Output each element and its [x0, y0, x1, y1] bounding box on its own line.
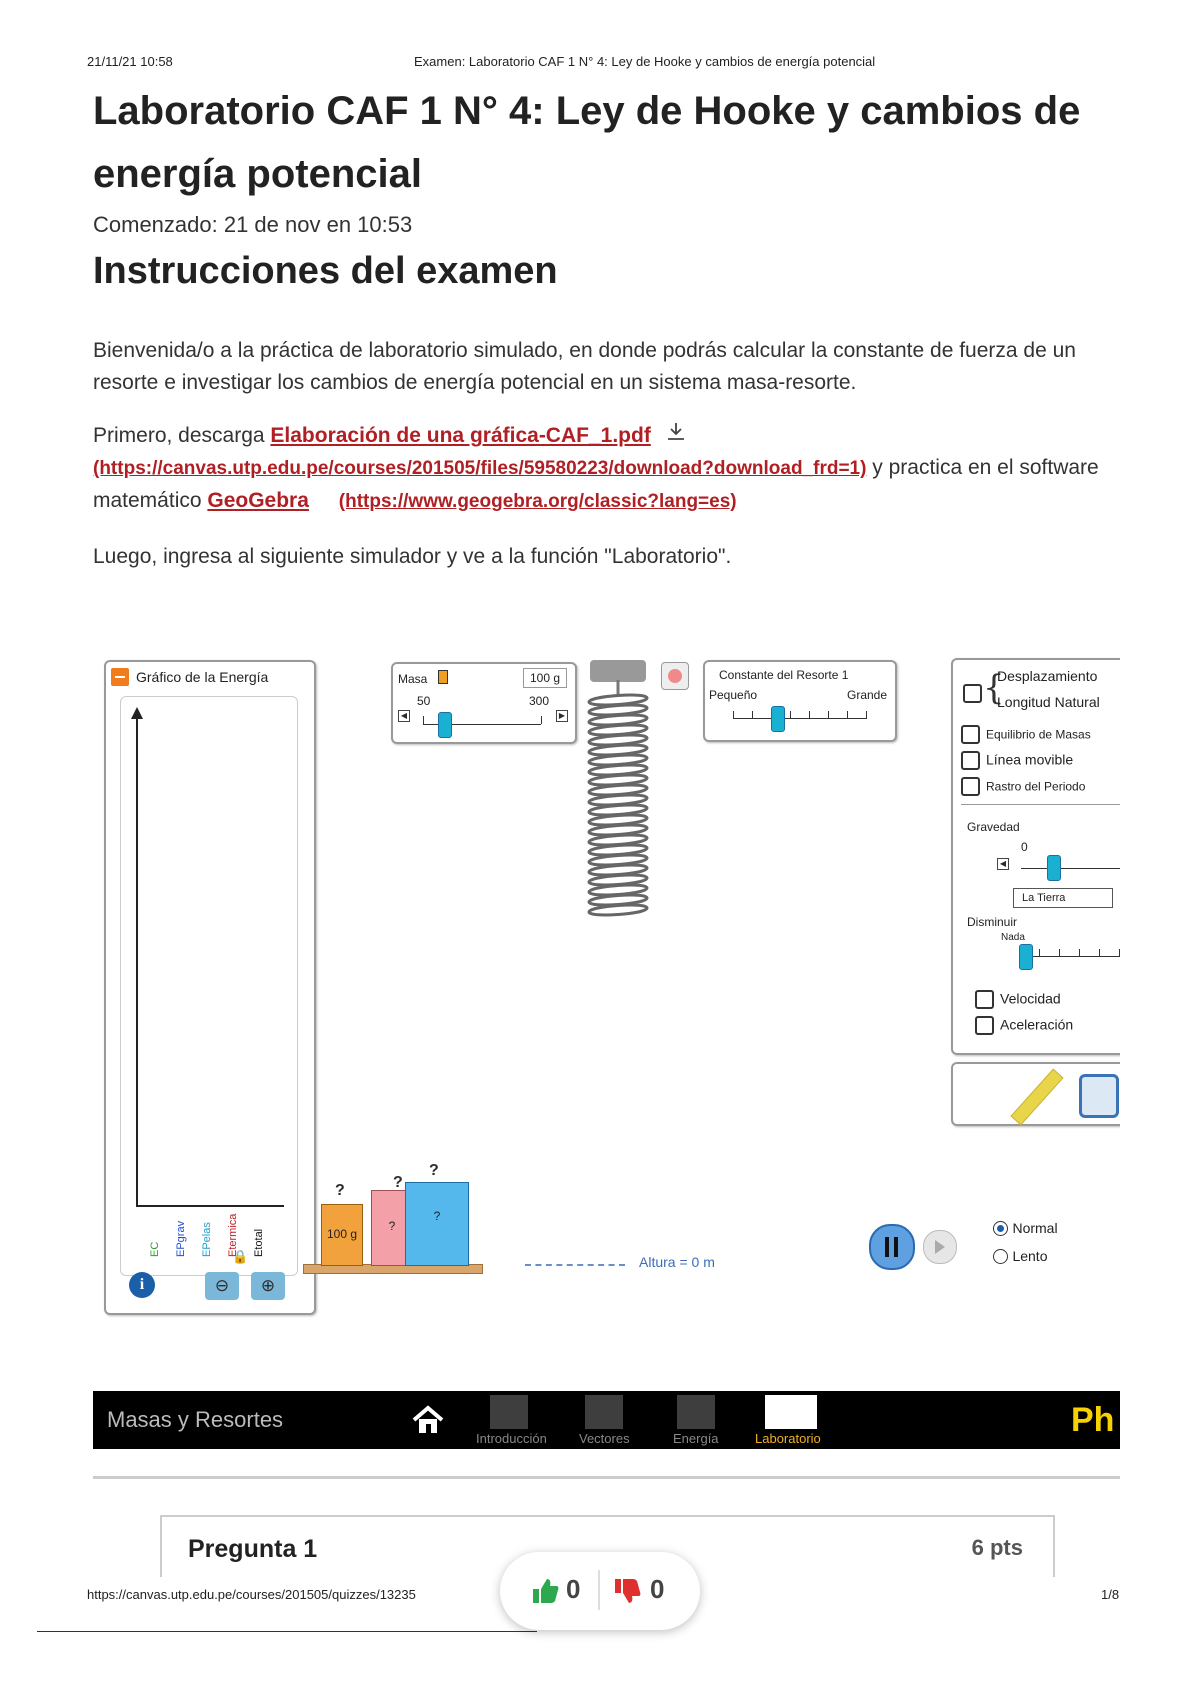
- tab-vectores[interactable]: [575, 1395, 635, 1447]
- weight-unknown-2-label: ?: [433, 1209, 441, 1223]
- mass-equilibrium-checkbox[interactable]: [961, 725, 980, 744]
- height-line[interactable]: [525, 1264, 625, 1266]
- speed-slow[interactable]: [993, 1248, 1048, 1266]
- damping-slider[interactable]: [1019, 944, 1033, 970]
- mass-label: Masa: [398, 672, 428, 686]
- tab-introduccion-thumb: [490, 1395, 528, 1429]
- mass-icon: [438, 670, 448, 684]
- app-navbar: [93, 1391, 1120, 1449]
- period-trace-checkbox[interactable]: [961, 777, 980, 796]
- gravity-label: Gravedad: [967, 820, 1020, 834]
- collapse-icon[interactable]: [111, 668, 129, 686]
- spring[interactable]: [581, 680, 655, 930]
- simulator[interactable]: [93, 650, 1120, 1330]
- energy-chart-area: [120, 696, 298, 1276]
- height-label: Altura = 0 m: [639, 1254, 715, 1270]
- tab-energia-thumb: [677, 1395, 715, 1429]
- tab-introduccion-label: Introducción: [476, 1431, 547, 1446]
- options-panel: { Desplazamiento Longitud Natural Equilibrio de Masas Línea movible Rastro del Periodo Gravedad 0 ◀ La Tierra Disminuir Nada Velocidad Aceleración: [951, 658, 1120, 1055]
- thumbs-up-icon[interactable]: [530, 1576, 560, 1606]
- tab-introduccion[interactable]: [476, 1395, 546, 1447]
- weight-unknown-2-hook: ?: [429, 1162, 439, 1179]
- tab-laboratorio-thumb: [765, 1395, 817, 1429]
- info-icon[interactable]: i: [129, 1272, 155, 1298]
- damping-none-label: Nada: [1001, 932, 1025, 943]
- gravity-decrease-arrow[interactable]: ◀: [997, 858, 1009, 870]
- weight-unknown-1-label: ?: [388, 1219, 396, 1233]
- speed-normal[interactable]: [993, 1220, 1058, 1238]
- downvote-count: 0: [650, 1574, 665, 1604]
- download-paragraph: [93, 420, 1123, 518]
- zoom-in-icon[interactable]: ⊕: [251, 1272, 285, 1300]
- stopwatch-icon[interactable]: [1079, 1074, 1119, 1118]
- mass-min: 50: [417, 694, 431, 708]
- tab-vectores-thumb: [585, 1395, 623, 1429]
- weight-100g-hook: ?: [335, 1182, 345, 1199]
- home-icon[interactable]: [411, 1405, 445, 1440]
- instructions-heading: Instrucciones del examen: [93, 250, 558, 292]
- spring-constant-label: Constante del Resorte 1: [719, 668, 849, 682]
- tools-panel: [951, 1062, 1120, 1126]
- energy-bar-label: Etermica: [227, 1213, 239, 1257]
- mass-max: 300: [529, 694, 550, 708]
- weight-100g[interactable]: [321, 1204, 363, 1266]
- footer-url: https://canvas.utp.edu.pe/courses/201505/quizzes/13235: [87, 1587, 416, 1602]
- weight-unknown-2[interactable]: [405, 1182, 469, 1266]
- mass-equilibrium-label: Equilibrio de Masas: [986, 727, 1091, 742]
- spring-small-label: Pequeño: [709, 688, 758, 702]
- speed-normal-radio[interactable]: [993, 1221, 1008, 1236]
- gravity-zero-label: 0: [1021, 840, 1028, 854]
- movable-line-label: Línea movible: [986, 751, 1074, 768]
- zoom-out-icon[interactable]: ⊖: [205, 1272, 239, 1300]
- period-trace-label: Rastro del Periodo: [986, 779, 1086, 794]
- tab-energia[interactable]: [669, 1395, 729, 1447]
- vote-divider: [598, 1570, 600, 1610]
- displacement-checkbox[interactable]: [963, 684, 982, 703]
- lock-icon: 🔒: [232, 1249, 249, 1264]
- energy-bar-label: Etotal: [253, 1228, 265, 1257]
- geogebra-link[interactable]: GeoGebra: [207, 489, 309, 512]
- simulator-paragraph: Luego, ingresa al siguiente simulador y ve a la función "Laboratorio".: [93, 545, 732, 568]
- acceleration-label: Aceleración: [1000, 1016, 1074, 1033]
- mass-decrease-arrow[interactable]: ◀: [398, 710, 410, 722]
- velocity-label: Velocidad: [1000, 990, 1061, 1007]
- speed-slow-radio[interactable]: [993, 1249, 1008, 1264]
- spring-constant-panel: [703, 660, 897, 742]
- damping-label: Disminuir: [967, 915, 1018, 929]
- displacement-label: Desplazamiento: [997, 668, 1098, 684]
- energy-graph-panel: [104, 660, 316, 1315]
- energy-bar-label: EC: [149, 1241, 161, 1257]
- stop-button[interactable]: [661, 662, 689, 690]
- thumbs-down-icon[interactable]: [612, 1576, 642, 1606]
- speed-normal-label: Normal: [1012, 1220, 1058, 1236]
- movable-line-checkbox[interactable]: [961, 751, 980, 770]
- intro-paragraph: Bienvenida/o a la práctica de laboratorio simulado, en donde podrás calcular la constante de fuerza de un resorte e investigar los cambios de energía potencial en un sistema masa-resorte.: [93, 339, 1076, 394]
- speed-slow-label: Lento: [1012, 1248, 1048, 1264]
- weight-unknown-1-hook: ?: [393, 1174, 403, 1191]
- energy-bar-label: EPelas: [201, 1222, 213, 1257]
- page-title: Laboratorio CAF 1 N° 4: Ley de Hooke y cambios de energía potencial: [93, 89, 1081, 196]
- weight-100g-label: 100 g: [326, 1227, 358, 1241]
- step-button[interactable]: [923, 1230, 957, 1264]
- pdf-download-link[interactable]: Elaboración de una gráfica-CAF_1.pdf: [270, 424, 651, 447]
- upvote-count: 0: [566, 1574, 581, 1604]
- footer-page: 1/8: [1101, 1587, 1120, 1602]
- tab-laboratorio[interactable]: [755, 1395, 835, 1447]
- pause-button[interactable]: [869, 1224, 915, 1270]
- download-mid: y practica en el software matemático: [93, 456, 1099, 512]
- mass-slider[interactable]: [438, 712, 452, 738]
- section-divider: [93, 1476, 1120, 1479]
- download-icon[interactable]: [665, 420, 687, 452]
- tab-vectores-label: Vectores: [579, 1431, 630, 1446]
- print-date: 21/11/21 10:58: [87, 54, 173, 69]
- mass-value: 100 g: [523, 668, 567, 688]
- spring-constant-slider[interactable]: [771, 706, 785, 732]
- tab-laboratorio-label: Laboratorio: [755, 1431, 821, 1446]
- gravity-slider[interactable]: [1047, 855, 1061, 881]
- phet-logo: Ph: [1071, 1401, 1115, 1439]
- question-title: Pregunta 1: [188, 1535, 318, 1563]
- planet-select[interactable]: La Tierra: [1013, 888, 1113, 908]
- energy-bar-label: EPgrav: [175, 1220, 187, 1257]
- question-points: 6 pts: [971, 1535, 1023, 1560]
- print-title: Examen: Laboratorio CAF 1 N° 4: Ley de Hooke y cambios de energía potencial: [414, 54, 876, 69]
- started-time: Comenzado: 21 de nov en 10:53: [93, 212, 413, 237]
- tab-energia-label: Energía: [673, 1431, 719, 1446]
- download-prefix: Primero, descarga: [93, 424, 271, 447]
- spring-large-label: Grande: [847, 688, 888, 702]
- velocity-checkbox[interactable]: [975, 990, 994, 1009]
- pdf-url[interactable]: (https://canvas.utp.edu.pe/courses/201505/files/59580223/download?download_frd=1): [93, 458, 867, 479]
- acceleration-checkbox[interactable]: [975, 1016, 994, 1035]
- footer-rule: [37, 1631, 537, 1632]
- vote-widget: [500, 1552, 700, 1630]
- geogebra-url[interactable]: (https://www.geogebra.org/classic?lang=es): [338, 491, 737, 512]
- mass-panel: [391, 662, 577, 744]
- spring-hanger: [590, 660, 646, 682]
- natural-length-label: Longitud Natural: [997, 694, 1100, 710]
- ruler-icon[interactable]: [1010, 1069, 1063, 1126]
- mass-increase-arrow[interactable]: ▶: [556, 710, 568, 722]
- energy-panel-title: Gráfico de la Energía: [136, 669, 269, 685]
- app-name: Masas y Resortes: [107, 1407, 284, 1432]
